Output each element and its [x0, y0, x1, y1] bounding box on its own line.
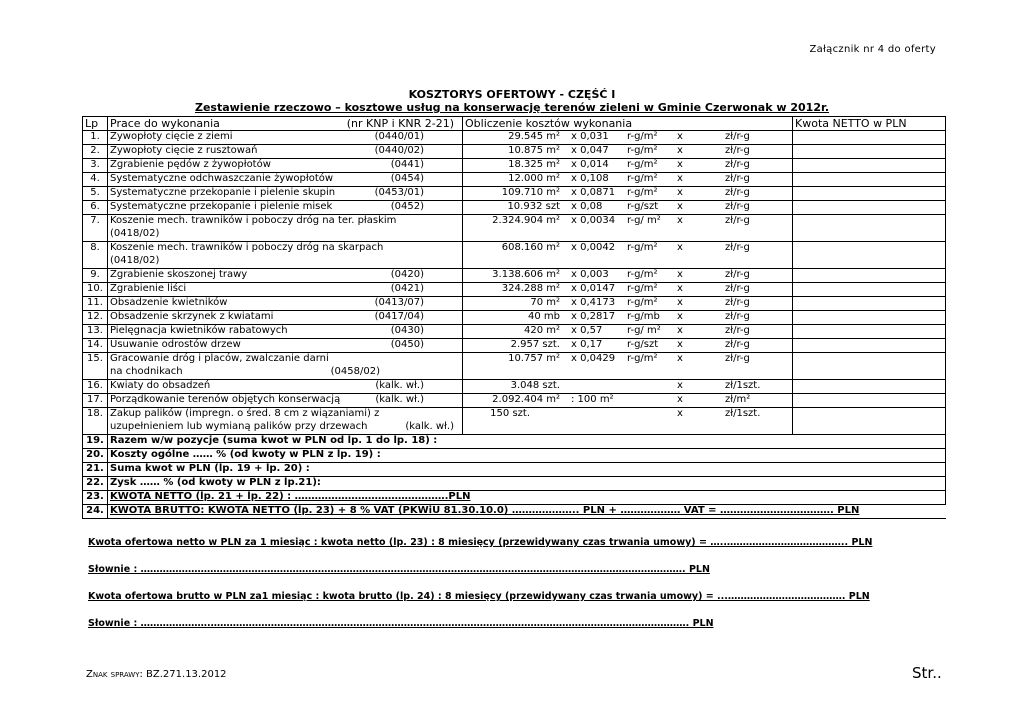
- row-cost-calc: [463, 311, 793, 325]
- summary-text: Zysk …… % (od kwoty w PLN z lp.21):: [108, 477, 946, 491]
- row-multiplier: x 0,014: [571, 159, 609, 170]
- row-work: [108, 283, 463, 297]
- header-work-label: Prace do wykonania: [110, 117, 220, 130]
- row-cost-calc: [463, 145, 793, 159]
- row-lp: 8.: [83, 242, 108, 269]
- row-work-text: Obsadzenie kwietników: [110, 297, 228, 308]
- row-lp: 4.: [83, 173, 108, 187]
- row-unit: r-g/m²: [627, 173, 658, 184]
- row-lp: 12.: [83, 311, 108, 325]
- row-work-text: Zgrabienie liści: [110, 283, 187, 294]
- row-work-text: Obsadzenie skrzynek z kwiatami: [110, 311, 274, 322]
- row-netto-amount: [793, 325, 946, 339]
- row-times: x: [677, 269, 683, 280]
- summary-lp: 22.: [83, 477, 108, 491]
- row-multiplier: x 0,047: [571, 145, 609, 156]
- table-row: [83, 408, 946, 435]
- row-cost-calc: [463, 283, 793, 297]
- row-multiplier: x 0,17: [571, 339, 603, 350]
- row-work: [108, 187, 463, 201]
- row-work: [108, 325, 463, 339]
- row-times: x: [677, 201, 683, 212]
- row-multiplier: x 0,003: [571, 269, 609, 280]
- row-cost-calc: [463, 394, 793, 408]
- row-quantity: 2.324.904 m²: [492, 215, 560, 226]
- row-times: x: [677, 131, 683, 142]
- row-work: [108, 145, 463, 159]
- row-knp-code: (0440/01): [374, 131, 424, 142]
- row-times: x: [677, 187, 683, 198]
- row-netto-amount: [793, 311, 946, 325]
- row-work: [108, 242, 463, 269]
- row-lp: 13.: [83, 325, 108, 339]
- row-rate: zł/r-g: [725, 201, 750, 212]
- row-cost-calc: [463, 173, 793, 187]
- row-work-text: Systematyczne przekopanie i pielenie misek: [110, 201, 333, 212]
- row-cost-calc: [463, 408, 793, 435]
- row-work-text: Kwiaty do obsadzeń: [110, 380, 211, 391]
- row-multiplier: x 0,0871: [571, 187, 616, 198]
- row-lp: 2.: [83, 145, 108, 159]
- row-work: [108, 131, 463, 145]
- row-netto-amount: [793, 145, 946, 159]
- row-knp-code: (0417/04): [374, 311, 424, 322]
- row-times: x: [677, 297, 683, 308]
- row-knp-code: (kalk. wł.): [375, 380, 424, 391]
- row-cost-calc: [463, 353, 793, 380]
- row-quantity: 10.875 m²: [508, 145, 560, 156]
- table-row: [83, 380, 946, 394]
- summary-row: [83, 491, 946, 505]
- row-netto-amount: [793, 380, 946, 394]
- row-quantity: 40 mb: [528, 311, 560, 322]
- summary-row: [83, 435, 946, 449]
- summary-text: Razem w/w pozycje (suma kwot w PLN od lp. 1 do lp. 18) :: [108, 435, 946, 449]
- summary-text: Suma kwot w PLN (lp. 19 + lp. 20) :: [108, 463, 946, 477]
- row-netto-amount: [793, 353, 946, 380]
- row-multiplier: x 0,57: [571, 325, 603, 336]
- row-rate: zł/r-g: [725, 215, 750, 226]
- table-row: [83, 187, 946, 201]
- row-rate: zł/r-g: [725, 145, 750, 156]
- row-knp-code: (0430): [390, 325, 424, 336]
- row-quantity: 2.957 szt.: [510, 339, 560, 350]
- row-knp-code: (0418/02): [110, 227, 160, 239]
- row-work: [108, 173, 463, 187]
- row-quantity: 10.757 m²: [508, 353, 560, 364]
- row-netto-amount: [793, 242, 946, 269]
- row-times: x: [677, 283, 683, 294]
- row-lp: 16.: [83, 380, 108, 394]
- summary-row: [83, 477, 946, 491]
- row-times: x: [677, 145, 683, 156]
- row-netto-amount: [793, 408, 946, 435]
- header-cost: Obliczenie kosztów wykonania: [463, 117, 793, 131]
- summary-row: [83, 449, 946, 463]
- row-rate: zł/1szt.: [725, 380, 761, 391]
- row-work-text: Gracowanie dróg i placów, zwalczanie darni: [110, 353, 329, 364]
- row-times: x: [677, 159, 683, 170]
- row-times: x: [677, 325, 683, 336]
- summary-lp: 21.: [83, 463, 108, 477]
- row-cost-calc: [463, 201, 793, 215]
- row-unit: r-g/m²: [627, 187, 658, 198]
- row-cost-calc: [463, 325, 793, 339]
- row-netto-amount: [793, 269, 946, 283]
- row-quantity: 70 m²: [530, 297, 560, 308]
- row-netto-amount: [793, 187, 946, 201]
- row-work-text-continued: uzupełnieniem lub wymianą palików przy drzewach: [110, 420, 368, 432]
- row-lp: 7.: [83, 215, 108, 242]
- row-work-text: Usuwanie odrostów drzew: [110, 339, 241, 350]
- row-lp: 11.: [83, 297, 108, 311]
- summary-text: KWOTA NETTO (lp. 21 + lp. 22) : ……………………………………….PLN: [108, 491, 946, 505]
- cost-estimate-table: [82, 116, 946, 519]
- row-lp: 15.: [83, 353, 108, 380]
- row-unit: r-g/m²: [627, 297, 658, 308]
- row-lp: 17.: [83, 394, 108, 408]
- row-lp: 14.: [83, 339, 108, 353]
- row-netto-amount: [793, 283, 946, 297]
- row-multiplier: x 0,031: [571, 131, 609, 142]
- row-quantity: 420 m²: [523, 325, 560, 336]
- row-knp-code: (0454): [390, 173, 424, 184]
- row-netto-amount: [793, 297, 946, 311]
- row-work-text: Zgrabienie skoszonej trawy: [110, 269, 248, 280]
- row-knp-code: (0420): [390, 269, 424, 280]
- row-multiplier: : 100 m²: [571, 394, 614, 405]
- document-title: KOSZTORYS OFERTOWY - CZĘŚĆ I: [408, 88, 616, 101]
- row-rate: zł/r-g: [725, 325, 750, 336]
- row-knp-code: (kalk. wł.): [405, 420, 454, 432]
- row-rate: zł/r-g: [725, 242, 750, 253]
- table-row: [83, 215, 946, 242]
- row-rate: zł/r-g: [725, 187, 750, 198]
- summary-row: [83, 505, 946, 519]
- row-netto-amount: [793, 159, 946, 173]
- row-multiplier: x 0,0042: [571, 242, 616, 253]
- row-work-text: Koszenie mech. trawników i poboczy dróg na ter. płaskim: [110, 215, 397, 226]
- row-knp-code: (0458/02): [330, 365, 380, 377]
- row-lp: 9.: [83, 269, 108, 283]
- row-rate: zł/r-g: [725, 339, 750, 350]
- summary-lp: 20.: [83, 449, 108, 463]
- offer-amount-line: Kwota ofertowa netto w PLN za 1 miesiąc : kwota netto (lp. 23) : 8 miesięcy (przewidywany czas trwania umowy) = …..……………………………….. PLN: [88, 537, 873, 548]
- row-rate: zł/r-g: [725, 159, 750, 170]
- row-work-text: Żywopłoty cięcie z rusztowań: [110, 145, 258, 156]
- row-rate: zł/r-g: [725, 283, 750, 294]
- document-subtitle: Zestawienie rzeczowo – kosztowe usług na konserwację terenów zieleni w Gminie Czerwonak w 2012r.: [194, 101, 830, 114]
- row-knp-code: (kalk. wł.): [375, 394, 424, 405]
- row-knp-code: (0450): [390, 339, 424, 350]
- row-quantity: 29.545 m²: [508, 131, 560, 142]
- row-unit: r-g/ m²: [627, 325, 661, 336]
- row-work: [108, 269, 463, 283]
- row-lp: 10.: [83, 283, 108, 297]
- row-times: x: [677, 339, 683, 350]
- row-quantity: 3.138.606 m²: [492, 269, 560, 280]
- row-cost-calc: [463, 159, 793, 173]
- row-work: [108, 394, 463, 408]
- row-netto-amount: [793, 173, 946, 187]
- row-times: x: [677, 380, 683, 391]
- row-netto-amount: [793, 201, 946, 215]
- row-knp-code: (0421): [390, 283, 424, 294]
- row-work-text: Zgrabienie pędów z żywopłotów: [110, 159, 271, 170]
- row-cost-calc: [463, 131, 793, 145]
- row-unit: r-g/m²: [627, 269, 658, 280]
- row-quantity: 12.000 m²: [508, 173, 560, 184]
- row-knp-code: (0452): [390, 201, 424, 212]
- row-rate: zł/1szt.: [725, 408, 761, 419]
- row-unit: r-g/szt: [627, 339, 659, 350]
- table-row: [83, 131, 946, 145]
- attachment-label: Załącznik nr 4 do oferty: [809, 44, 936, 55]
- row-quantity: 109.710 m²: [501, 187, 560, 198]
- row-work-text: Koszenie mech. trawników i poboczy dróg na skarpach: [110, 242, 384, 253]
- row-quantity: 3.048 szt.: [510, 380, 560, 391]
- row-quantity: 608.160 m²: [501, 242, 560, 253]
- row-times: x: [677, 242, 683, 253]
- row-multiplier: x 0,2817: [571, 311, 616, 322]
- table-row: [83, 394, 946, 408]
- table-row: [83, 325, 946, 339]
- row-rate: zł/r-g: [725, 131, 750, 142]
- table-row: [83, 297, 946, 311]
- offer-amount-line: Kwota ofertowa brutto w PLN za1 miesiąc : kwota brutto (lp. 24) : 8 miesięcy (przewidywany czas trwania umowy) = ...………………………………. PLN: [88, 591, 870, 602]
- summary-text: KWOTA BRUTTO: KWOTA NETTO (lp. 23) + 8 % VAT (PKWiU 81.30.10.0) ……………….. PLN + ……………… VAT = ……………………………. PLN: [108, 505, 946, 519]
- row-rate: zł/r-g: [725, 297, 750, 308]
- row-rate: zł/r-g: [725, 353, 750, 364]
- summary-text: Koszty ogólne …… % (od kwoty w PLN z lp. 19) :: [108, 449, 946, 463]
- row-rate: zł/r-g: [725, 311, 750, 322]
- row-work-text: Porządkowanie terenów objętych konserwacją: [110, 394, 341, 405]
- row-unit: r-g/m²: [627, 145, 658, 156]
- row-cost-calc: [463, 242, 793, 269]
- row-unit: r-g/m²: [627, 283, 658, 294]
- table-row: [83, 353, 946, 380]
- row-cost-calc: [463, 297, 793, 311]
- row-quantity: 150 szt.: [490, 408, 530, 419]
- row-cost-calc: [463, 339, 793, 353]
- table-row: [83, 283, 946, 297]
- row-multiplier: x 0,0147: [571, 283, 616, 294]
- row-work: [108, 339, 463, 353]
- row-work: [108, 297, 463, 311]
- table-row: [83, 339, 946, 353]
- table-header-row: [83, 117, 946, 131]
- row-work: [108, 201, 463, 215]
- row-unit: r-g/szt: [627, 201, 659, 212]
- row-unit: r-g/m²: [627, 353, 658, 364]
- row-rate: zł/m²: [725, 394, 751, 405]
- row-work-text: Systematyczne przekopanie i pielenie skupin: [110, 187, 336, 198]
- row-multiplier: x 0,108: [571, 173, 609, 184]
- row-multiplier: x 0,08: [571, 201, 603, 212]
- row-multiplier: x 0,4173: [571, 297, 616, 308]
- header-lp: Lp: [83, 117, 108, 131]
- row-work-text: Systematyczne odchwaszczanie żywopłotów: [110, 173, 334, 184]
- row-work-text: Żywopłoty cięcie z ziemi: [110, 131, 233, 142]
- row-work: [108, 311, 463, 325]
- row-cost-calc: [463, 269, 793, 283]
- row-times: x: [677, 353, 683, 364]
- row-knp-code: (0418/02): [110, 254, 160, 266]
- row-cost-calc: [463, 215, 793, 242]
- table-row: [83, 269, 946, 283]
- row-unit: r-g/m²: [627, 131, 658, 142]
- row-quantity: 10.932 szt: [507, 201, 560, 212]
- header-netto: Kwota NETTO w PLN: [793, 117, 946, 131]
- row-times: x: [677, 311, 683, 322]
- summary-lp: 24.: [83, 505, 108, 519]
- row-work: [108, 353, 463, 380]
- row-unit: r-g/m²: [627, 242, 658, 253]
- table-row: [83, 145, 946, 159]
- row-work-text: Pielęgnacja kwietników rabatowych: [110, 325, 288, 336]
- amount-in-words-line: Słownie : ………………………………………………………………………………………………………………………………………………………. PLN: [88, 564, 710, 575]
- row-netto-amount: [793, 131, 946, 145]
- row-knp-code: (0441): [390, 159, 424, 170]
- table-row: [83, 242, 946, 269]
- row-netto-amount: [793, 394, 946, 408]
- row-work-text-continued: na chodnikach: [110, 365, 183, 377]
- row-unit: r-g/ m²: [627, 215, 661, 226]
- row-rate: zł/r-g: [725, 269, 750, 280]
- row-lp: 1.: [83, 131, 108, 145]
- row-times: x: [677, 408, 683, 419]
- row-knp-code: (0413/07): [374, 297, 424, 308]
- row-netto-amount: [793, 215, 946, 242]
- case-reference: Znak sprawy: BZ.271.13.2012: [86, 669, 227, 680]
- header-work: [108, 117, 463, 131]
- row-lp: 18.: [83, 408, 108, 435]
- row-knp-code: (0440/02): [374, 145, 424, 156]
- row-netto-amount: [793, 339, 946, 353]
- row-cost-calc: [463, 187, 793, 201]
- table-row: [83, 173, 946, 187]
- row-work-text: Zakup palików (impregn. o śred. 8 cm z wiązaniami) z: [110, 408, 380, 419]
- row-knp-code: (0453/01): [374, 187, 424, 198]
- row-quantity: 324.288 m²: [501, 283, 560, 294]
- header-knp-label: (nr KNP i KNR 2-21): [346, 117, 454, 130]
- row-lp: 5.: [83, 187, 108, 201]
- row-unit: r-g/m²: [627, 159, 658, 170]
- row-times: x: [677, 215, 683, 226]
- table-row: [83, 201, 946, 215]
- amount-in-words-line: Słownie : ………………….……………………………………………………………………………………………………………………………………. PLN: [88, 618, 714, 629]
- summary-lp: 19.: [83, 435, 108, 449]
- row-multiplier: x 0,0429: [571, 353, 616, 364]
- row-rate: zł/r-g: [725, 173, 750, 184]
- row-quantity: 2.092.404 m²: [492, 394, 560, 405]
- row-work: [108, 215, 463, 242]
- page-number: Str..: [912, 664, 942, 682]
- row-times: x: [677, 173, 683, 184]
- table-row: [83, 311, 946, 325]
- row-work: [108, 380, 463, 394]
- row-work: [108, 159, 463, 173]
- row-quantity: 18.325 m²: [508, 159, 560, 170]
- row-lp: 3.: [83, 159, 108, 173]
- table-row: [83, 159, 946, 173]
- row-cost-calc: [463, 380, 793, 394]
- row-times: x: [677, 394, 683, 405]
- row-lp: 6.: [83, 201, 108, 215]
- summary-row: [83, 463, 946, 477]
- row-work: [108, 408, 463, 435]
- row-multiplier: x 0,0034: [571, 215, 616, 226]
- summary-lp: 23.: [83, 491, 108, 505]
- row-unit: r-g/mb: [627, 311, 660, 322]
